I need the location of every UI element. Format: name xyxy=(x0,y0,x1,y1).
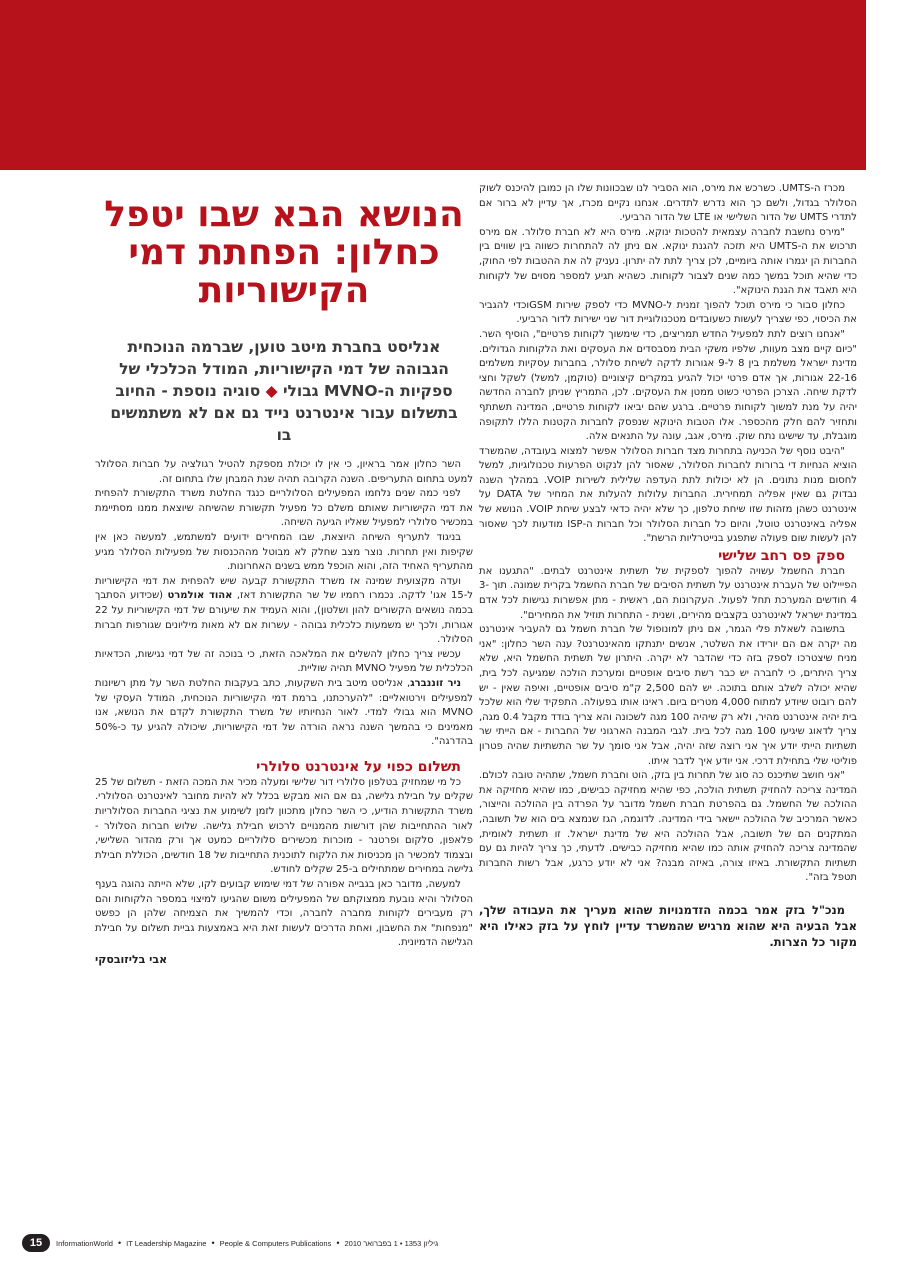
issue-date: גיליון 1353 • 1 בפברואר 2010 xyxy=(344,1238,439,1248)
top-color-bar xyxy=(0,0,866,170)
paragraph: כחלון סבור כי מירס תוכל להפוך זמנית ל-MVNO כדי לספק שירות GSMוכדי להגביר את הכיסוי, כפי שצריך לעשות כשעובדים מטכנולוגיית דור שני ישירות לדור הרביעי. xyxy=(479,299,857,326)
paragraph: בניגוד לתעריף השיחה היוצאת, שבו המחירים ידועים למשתמש, למעשה כאן אין שקיפות ואין תחרות. נוצר מצב שחלק לא מבוטל מההכנסות של מפעילות הסלולר מגיע מהתעריף האחיד הזה, והוא הוכפל ממש בשנים האחרונות. xyxy=(95,531,473,573)
person-name: ניר זוננברג xyxy=(410,677,461,689)
subheading-forced-payment: תשלום כפוי על אינטרנט סלולרי xyxy=(256,758,461,775)
author-byline: אבי בליזובסקי xyxy=(95,953,168,966)
paragraph: "אנחנו רוצים לתת למפעיל החדש תמריצים, כדי שימשוך לקוחות פרטיים", הוסיף השר. "כיום קיים מצב מעוות, שלפיו משקי הבית מסבסדים את העסקים ואת הלקוחות הגדולים. מדינת ישראל משלמת בין 8 ל-9 אגורות לדקה לשיחת סלולר, בחברות עסקיות משלמים 22-16 אגורות, אך אדם פרטי יכול להגיע במקרים קיצוניים (טוקמן, למשל) לשקל וחצי לדקת שיחה. הצרכן הפרטי כשוט ממטן את העסקים. לכן, התמריץ שניתן לחברה החדשה יהיה על מנת למשוך לקוחות פרטיים. ברגע שהם יביאו לקוחות פרטיים, המדינה תשתתף ותחזיר להם חלק מהכספר. אלו הטבות הינוקא שנפסק לחברות הקטנות הללו לתקופה מוגבלת, עד שישיגו נתח שוק. מירס, אגב, עונה על התנאים אלה. xyxy=(479,328,857,443)
paragraph: חברת החשמל עשויה להפוך לספקית של תשתית אינטרנט לבתים. "התגענו את הפייילוט של העברת אינטרנט על תשתית הסיבים של חברת החשמל בקרית שמונה. תוך 3-4 חודשים המערכת תחל לפעול. העקרונות הם, ראשית - מתן אפשרות נגישות לכל אדם במדינת ישראל לאינטרנט בקצבים מהירים, ושנית - התחרות תוזיל את המחירים". xyxy=(479,565,857,621)
paragraph xyxy=(95,677,473,750)
subheading-broadband: ספק פס רחב שלישי xyxy=(718,547,845,564)
article-deck xyxy=(105,336,463,446)
paragraph xyxy=(95,575,473,648)
paragraph: לפני כמה שנים נלחמו המפעילים הסלולריים כנגד החלטת משרד התקשורת להפחית את דמי הקישוריות שאותם משלם כל מפעיל תקשורת שהשיחה שיוצאת ממנו מסתיימת במכשיר סלולרי למפעיל שאליו הגיעה השיחה. xyxy=(95,488,473,529)
deck-text-a: אנליסט בחברת מיטב טוען, שברמה הנוכחית הגבוהה של דמי הקישוריות, המודל הכלכלי של ספקיות ה-MVNO גבולי xyxy=(119,338,453,400)
page-footer xyxy=(22,1233,542,1253)
article-column-right xyxy=(479,182,857,950)
paragraph: "מירס נחשבת לחברה עצמאית להטכות ינוקא. מירס היא לא חברת סלולר. אם מירס תרכוש את ה-UMTS היא תזכה להגנת ינוקא. אם ניתן לה להתחרות כשווה בין שווים בין החברות הן יגמרו אותה ביומיים, לכן צריך לתת לה יתרון. נעניק לה את ההטבות לפי החוק, כדי שהיא תוכל במשך כמה שנים לצבור לקוחות. כשהיא תגיע למספר מסוים של לקוחות היא תאבד את הגנת הינוקא". xyxy=(479,226,857,297)
diamond-separator-icon: ◆ xyxy=(265,382,278,400)
text-run: (שכידוע הסתבך בכמה נושאים הקשורים להון ושלטון), והוא העמיד את שיעורם של דמי הקישוריות על 22 אגורות, ולכך יש משמעות כלכלית גבוהה - עשרות אם לא מאות מיליונים שגורפות חברות הסלולר. xyxy=(95,590,473,646)
publication-name: InformationWorld xyxy=(56,1238,113,1248)
paragraph: בתשובה לשאלת פלי הגמר, אם ניתן למונופול של חברת חשמל גם להעביר אינטרנט מה יקרה אם הם יורידו את השלטר, אנשים יתנתקו מהאינטרנט? ענה השר כחלון: "אני מניח שיצטרכו לספק בזה כדי שהדבר לא יקרה. היתרון של תשתית החשמל היא, שלא צריך היתרים, כי לחברה יש כבר רשת סיבים אופטיים ומערכת הולכה שמגיעה לכל בית, שהיא יכולה לשלב אותם בתוכה. יש להם 2,500 ק"מ סיבים אופטיים, ואיפה שאין - יש להם רובוט שיודע למתוח 4,000 מטרים ביום. ראינו אותו בפעולה. התפקיד שלי הוא שלכל בית יהיה אינטרנט מהיר, ולא רק שיהיה 100 מגה לשכונה והא צריך בודד מקבל 0.4 מגה, צריך לדאוג שיגיעו 100 מגה לכל בית. לגבי המבנה הארגוני של החברות - אם הייתי שר תשתיות הייתי יודע איך אני רוצה שזה יהיה, אבל אני סומך על שר התשתיות שהיה פטרון פוליטי שלי בתחילת דרכי. אני יודע איך לדבר איתו. xyxy=(479,624,857,767)
page-number: 15 xyxy=(22,1234,50,1252)
bullet-separator: • xyxy=(211,1238,215,1248)
text-run: , אנליסט מיטב בית השקעות, כתב בעקבות החלטת השר על מתן רשיונות למפעילים וירטואליים: "להערכתנו, ברמת דמי הקישוריות הנוכחית, המודל העסקי של MVNO הוא גבולי למדי. לאור הנחיותיו של משרד התקשורת לקדם את הנושא, אנו מאמינים כי בהמשך השנה נראה הורדה של דמי הקישוריות, שיכולה להגיע עד כ-50% בהדרגה". xyxy=(95,677,473,748)
paragraph: "היבט נוסף של הכניעה בתחרות מצד חברות הסלולר אפשר למצוא בעובדה, שהמשרד הוציא הנחיות די ברורות לחברות הסלולר, שאסור להן לנקוט הפרעות טכנולוגיות, למשל לחסום מנות נתונים. הן לא יכולות לתת העדפה שלילית לשירות VOIP. במהלך השנה נבדוק גם שאין אפליה תמחירית. החברות עלולות להעלות את המחיר של DATA על אינטרנט כשהן מזהות שזו שיחת טלפון, כך שלא יהיה כדאי לבצע שיחת VOIP. הנושא של אפליה באינטרנט טוטל, והיום כל חברות הסלולר וכל חברות ה-ISP מודעות לכך שאסור להן לעשות שום פעולה שתפגע בנייטרליות הרשת". xyxy=(479,445,857,545)
article-headline: הנושא הבא שבו יטפל כחלון: הפחתת דמי הקישוריות xyxy=(104,194,464,311)
paragraph: עכשיו צריך כחלון להשלים את המלאכה הזאת, כי בנוכה זה של דמי נגישות, הכדאיות הכלכלית של מפעיל MVNO תהיה שוליית. xyxy=(95,648,473,675)
paragraph: למעשה, מדובר כאן בגבייה אפורה של דמי שימוש קבועים לקו, שלא הייתה נהוגה בענף הסלולר והיא נובעת ממצוקתם של המפעילים משום שהגיעו למיצוי במספר הלקוחות והם רק מעבירים לקוחות מחברה לחברה, וכדי להמשיך את הצמיחה שלהן הן כפשט "מנפחות" את החשבון, ואחת הדרכים לעשות זאת היא באמצעות גביית תשלום על חבילת הגלישה הדמיונית. xyxy=(95,879,473,949)
paragraph: השר כחלון אמר בראיון, כי אין לו יכולת מספקת להטיל רגולציה על חברות הסלולר למעט בתחום התעריפים. השנה הקרובה תהיה שנת המבחן שלו בתחום זה. xyxy=(95,459,473,485)
paragraph: "אני חושב שתיכנס כה סוג של תחרות בין בזק, הוט וחברת חשמל, שתהיה טובה לכולם. המדינה צריכה להחזיק תשתית הולכה, כפי שהיא מחזיקה כבישים, כמו שהיא מחזיקה את ההולכה של החשמל. גם בהפרטת חברת חשמל מדובר על הפרדה בין ההולכה והייצור, כאשר המרכיב של ההולכה יישאר בידי המדינה. לדוגמה, הגז שנמצא בים הוא של תשובה, המתקנים הם של תשובה, אבל ההולכה היא של מדינת ישראל. זו תשתית לאומית, שהמדינה צריכה להחזיק אותה כמו שהיא מחזיקה כבישים. לדעתי, כך צריך להיות גם עם תשתיות התקשורת. באיזו צורה, באיזה מבנה? אני לא יודע כרגע, אבל רשות החברות תטפל בזה". xyxy=(479,770,857,884)
publication-name: IT Leadership Magazine xyxy=(126,1238,207,1248)
bullet-separator: • xyxy=(336,1238,340,1248)
bullet-separator: • xyxy=(117,1238,122,1248)
closing-question: מנכ"ל בזק אמר בכמה הזדמנויות שהוא מעריך את העבודה שלך, אבל הבעיה היא שהוא מרגיש שהמשרד עדיין לוחץ על בזק כאילו היא מקור כל הצרות. xyxy=(479,902,857,949)
article-column-left xyxy=(95,182,473,968)
paragraph: מכרז ה-UMTS. כשרכש את מירס, הוא הסביר לנו שבכוונות שלו הן כמובן להיכנס לשוק הסלולר בגדול, ולשם כך הוא נדרש לתדרים. אנחנו נקיים מכרז, אך עדיין לא ברור אם לתדרי UMTS של הדור השלישי או LTE של הדור הרביעי. xyxy=(479,183,857,224)
publication-name: People & Computers Publications xyxy=(219,1238,332,1248)
person-name: אהוד אולמרט xyxy=(167,590,233,602)
deck-text-b: סוגיה נוספת - החיוב בתשלום עבור אינטרנט נייד גם אם לא משתמשים בו xyxy=(110,382,458,444)
paragraph: כל מי שמחזיק בטלפון סלולרי דור שלישי ומעלה מכיר את המכה הזאת - תשלום של 25 שקלים על חבילת גלישה, גם אם הוא מבקש בכלל לא להיות מחובר לאינטרנט הסלולרי. משרד התקשורת הודיע, כי השר כחלון מתכוון לזמן לשימוע את נציגי החברות הסלולריות לאור ההתחייבות שהן דורשות מהמנויים לרכוש חבילת גלישה. שלוש חברות הסלולר - פלאפון, סלקום ופרטנר - מוכרות מכשירים סלולריים כמעט אך ורק מהדור השלישי, ובצמוד למכשיר הן מכניסות את הלקוח לתוכנית התחייבות של 18 חודשים, הכוללת חבילת גלישה במחירים שמתחילים ב-25 שקלים לחודש. xyxy=(95,776,474,876)
text-run: ועדה מקצועית שמינה אז משרד התקשורת קבעה שיש להפחית את דמי הקישוריות ל-15 אגו' לדקה. נכמרו רחמיו של שר התקשורת דאז, xyxy=(95,575,473,602)
